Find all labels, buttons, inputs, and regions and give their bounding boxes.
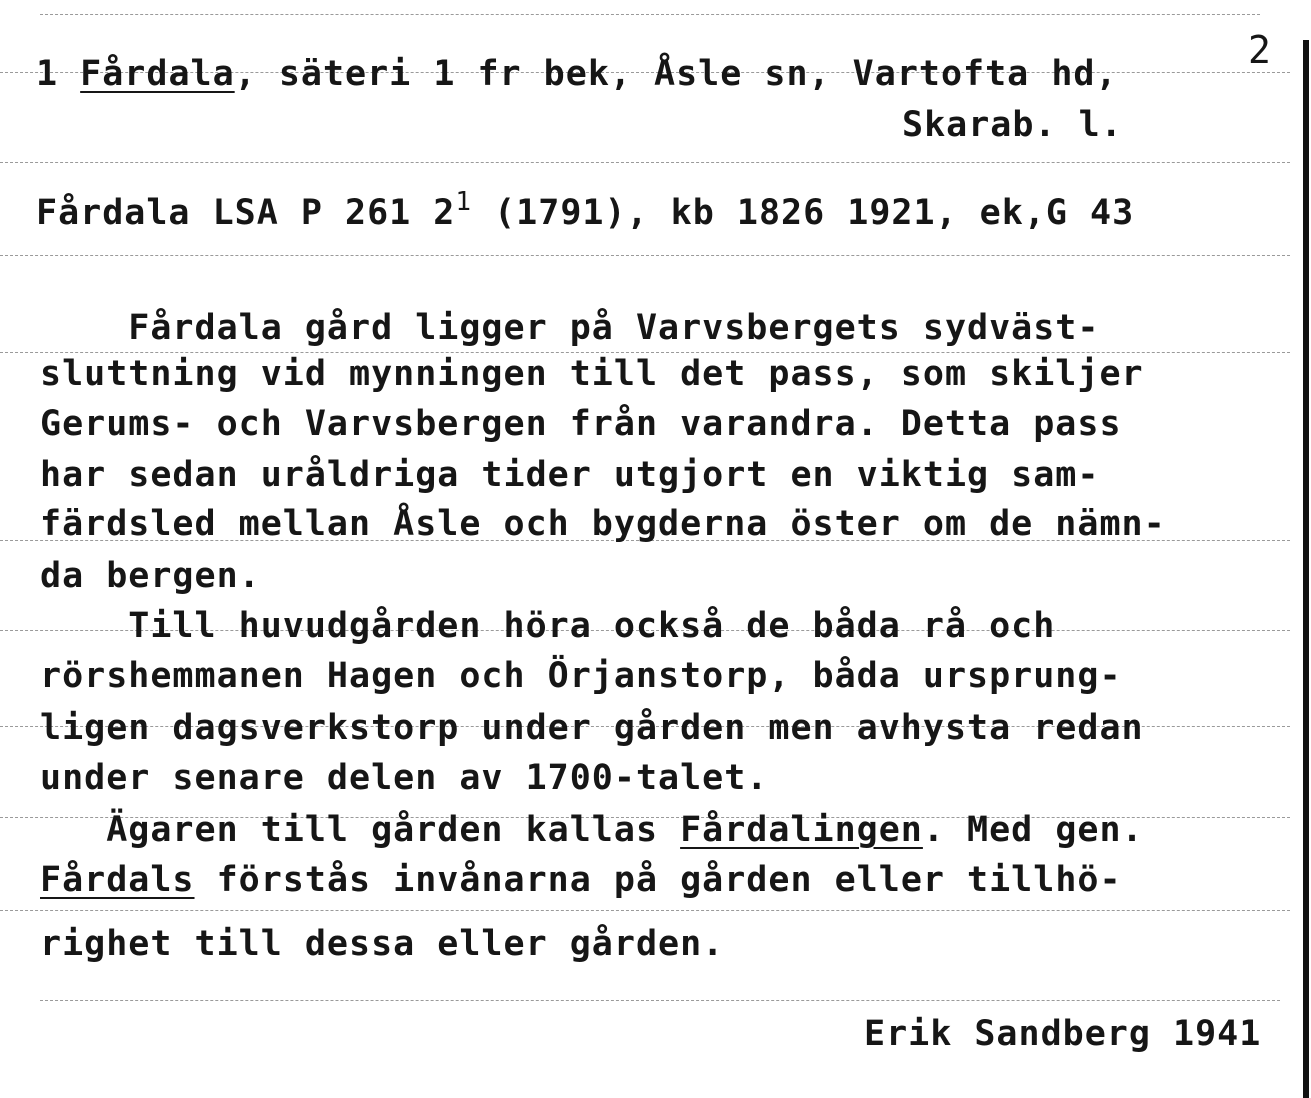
header-line-1 [36,54,1118,94]
reference-sup: 1 [455,187,473,217]
body-line: Till huvudgården höra också de båda rå och [40,606,1056,646]
reference-line [36,182,1134,233]
card-edge [1303,40,1309,1098]
ruled-line [0,162,1290,163]
body-line [40,860,1122,900]
body-line: sluttning vid mynningen till det pass, som skiljer [40,354,1144,394]
body-text: Ägaren till gården kallas [40,810,681,850]
body-line: da bergen. [40,556,261,596]
body-text: . Med gen. [922,810,1144,850]
term-fardalingen: Fårdalingen [680,810,923,850]
body-line: Gerums- och Varvsbergen från varandra. Detta pass [40,404,1122,444]
card-number: 2 [1248,28,1271,72]
body-line: under senare delen av 1700-talet. [40,758,769,798]
body-line: har sedan uråldriga tider utgjort en viktig sam- [40,455,1100,495]
header-lead: 1 [36,54,81,94]
header-details: , säteri 1 fr bek, Åsle sn, Vartofta hd, [234,54,1118,94]
ruled-line [0,255,1290,256]
body-line: Fårdala gård ligger på Varvsbergets sydväst- [40,308,1100,348]
body-line: rörshemmanen Hagen och Örjanstorp, båda ursprung- [40,656,1122,696]
signature: Erik Sandberg 1941 [864,1014,1262,1054]
reference-pre: Fårdala LSA P 261 2 [36,193,456,233]
body-text: förstås invånarna på gården eller tillhö- [194,860,1122,900]
ruled-line [40,1000,1280,1001]
ruled-line [0,352,1290,353]
body-line [40,810,1144,850]
place-name: Fårdala [80,54,235,94]
ruled-line [40,14,1260,15]
term-fardals: Fårdals [40,860,195,900]
header-line-2: Skarab. l. [902,105,1123,145]
reference-post: (1791), kb 1826 1921, ek,G 43 [472,193,1135,233]
body-line: färdsled mellan Åsle och bygderna öster om de nämn- [40,504,1166,544]
body-line: ligen dagsverkstorp under gården men avhysta redan [40,708,1144,748]
ruled-line [0,910,1290,911]
body-line: righet till dessa eller gården. [40,924,725,964]
